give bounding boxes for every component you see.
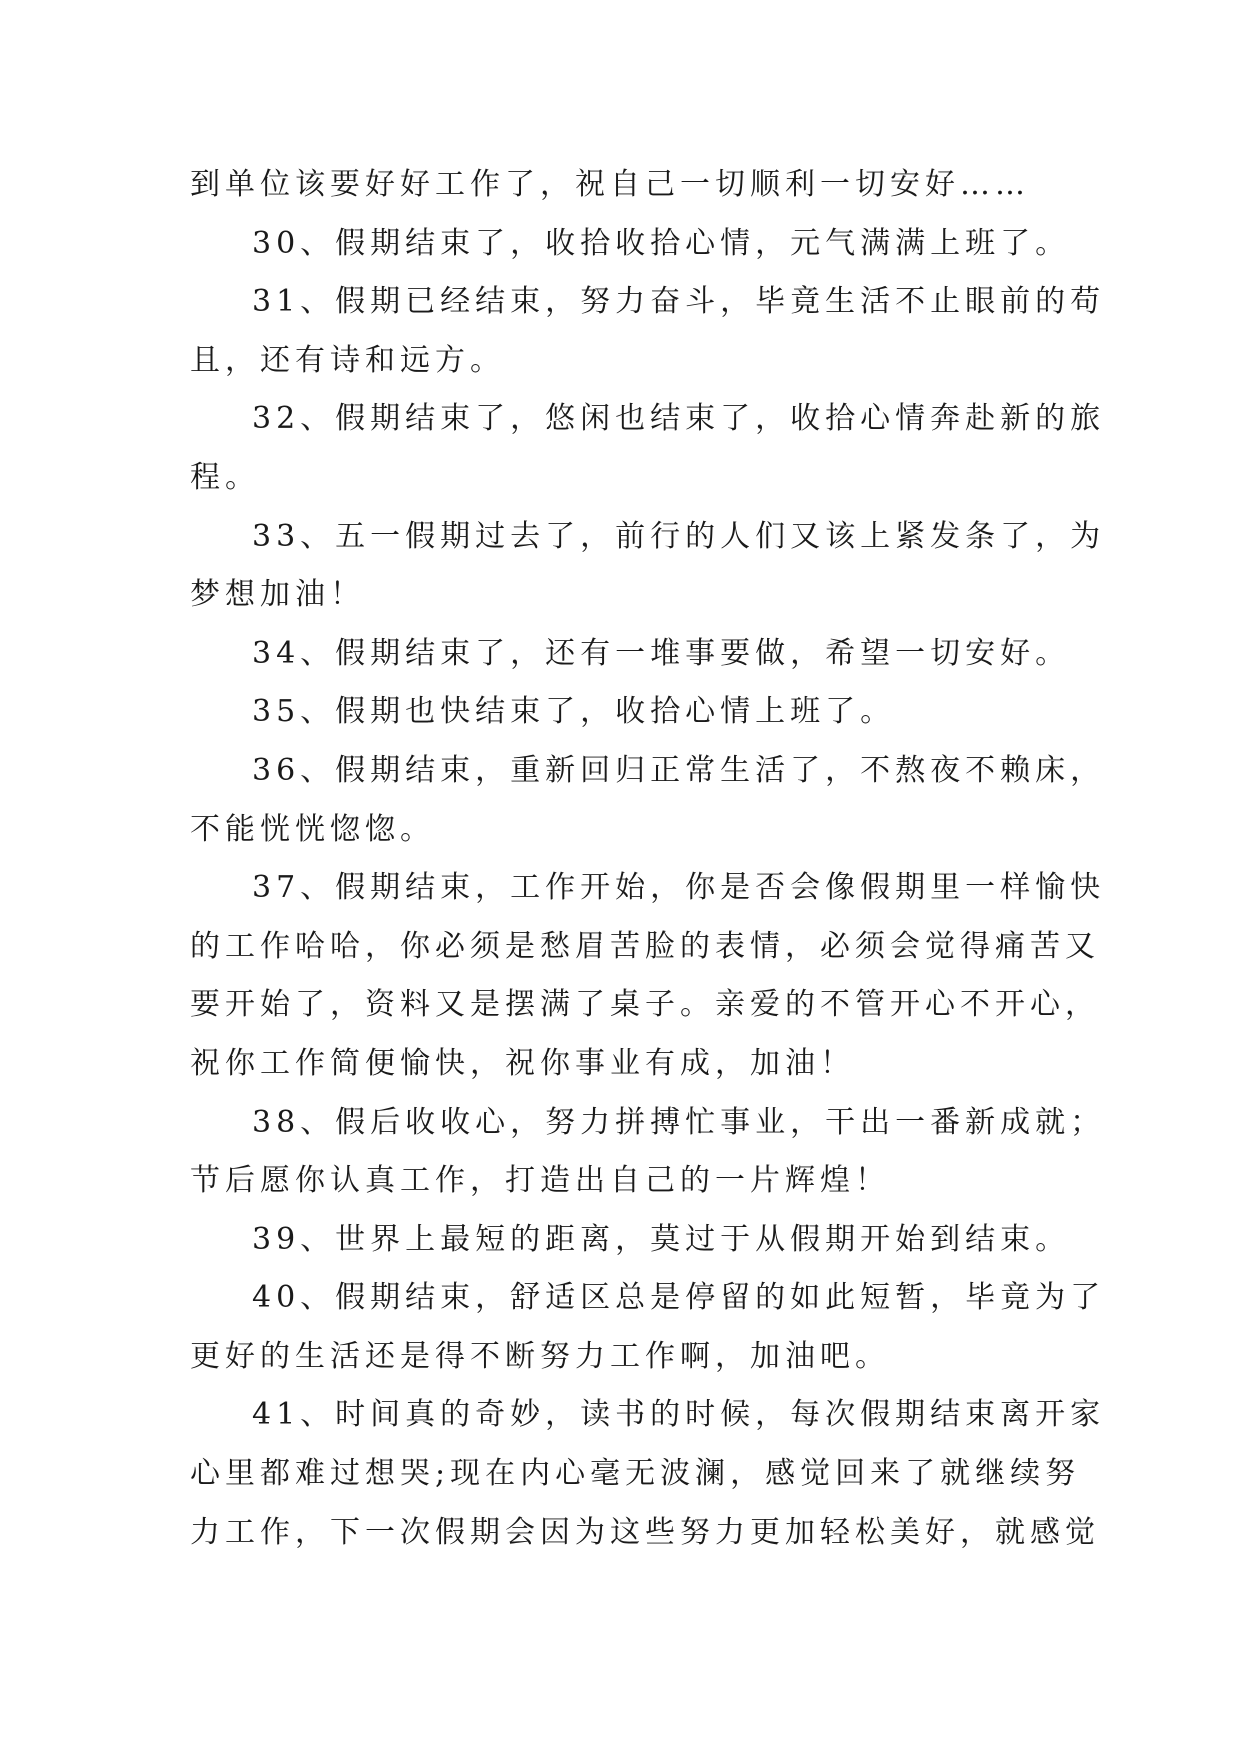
text-line: 到单位该要好好工作了，祝自己一切顺利一切安好…… <box>190 167 1030 202</box>
text-line: 38、假后收收心，努力拼搏忙事业，干出一番新成就； <box>252 1104 1106 1140</box>
text-line: 祝你工作简便愉快，祝你事业有成，加油！ <box>190 1045 855 1081</box>
text-line: 41、时间真的奇妙，读书的时候，每次假期结束离开家 <box>252 1397 1106 1433</box>
text-line: 不能恍恍惚惚。 <box>190 811 435 847</box>
text-line: 39、世界上最短的距离，莫过于从假期开始到结束。 <box>252 1221 1071 1257</box>
text-line: 力工作，下一次假期会因为这些努力更加轻松美好，就感觉 <box>190 1514 1100 1550</box>
text-line: 37、假期结束，工作开始，你是否会像假期里一样愉快 <box>252 870 1106 906</box>
text-line: 更好的生活还是得不断努力工作啊，加油吧。 <box>190 1338 890 1374</box>
text-line: 31、假期已经结束，努力奋斗，毕竟生活不止眼前的苟 <box>252 284 1106 320</box>
text-line: 的工作哈哈，你必须是愁眉苦脸的表情，必须会觉得痛苦又 <box>190 928 1100 964</box>
text-line: 梦想加油！ <box>190 577 365 613</box>
text-line: 35、假期也快结束了，收拾心情上班了。 <box>252 694 896 730</box>
text-line: 32、假期结束了，悠闲也结束了，收拾心情奔赴新的旅 <box>252 401 1106 437</box>
text-line: 36、假期结束，重新回归正常生活了，不熬夜不赖床， <box>252 752 1106 788</box>
text-line: 33、五一假期过去了，前行的人们又该上紧发条了，为 <box>252 518 1106 554</box>
text-line: 节后愿你认真工作，打造出自己的一片辉煌！ <box>190 1163 890 1199</box>
text-line: 心里都难过想哭;现在内心毫无波澜，感觉回来了就继续努 <box>190 1456 1081 1492</box>
text-line: 30、假期结束了，收拾收拾心情，元气满满上班了。 <box>252 225 1071 261</box>
text-line: 且，还有诗和远方。 <box>190 342 505 378</box>
document-body <box>190 156 1106 1562</box>
text-line: 34、假期结束了，还有一堆事要做，希望一切安好。 <box>252 635 1071 671</box>
text-line: 40、假期结束，舒适区总是停留的如此短暂，毕竟为了 <box>252 1280 1106 1316</box>
text-line: 要开始了，资料又是摆满了桌子。亲爱的不管开心不开心， <box>190 987 1100 1023</box>
text-line: 程。 <box>190 459 260 495</box>
